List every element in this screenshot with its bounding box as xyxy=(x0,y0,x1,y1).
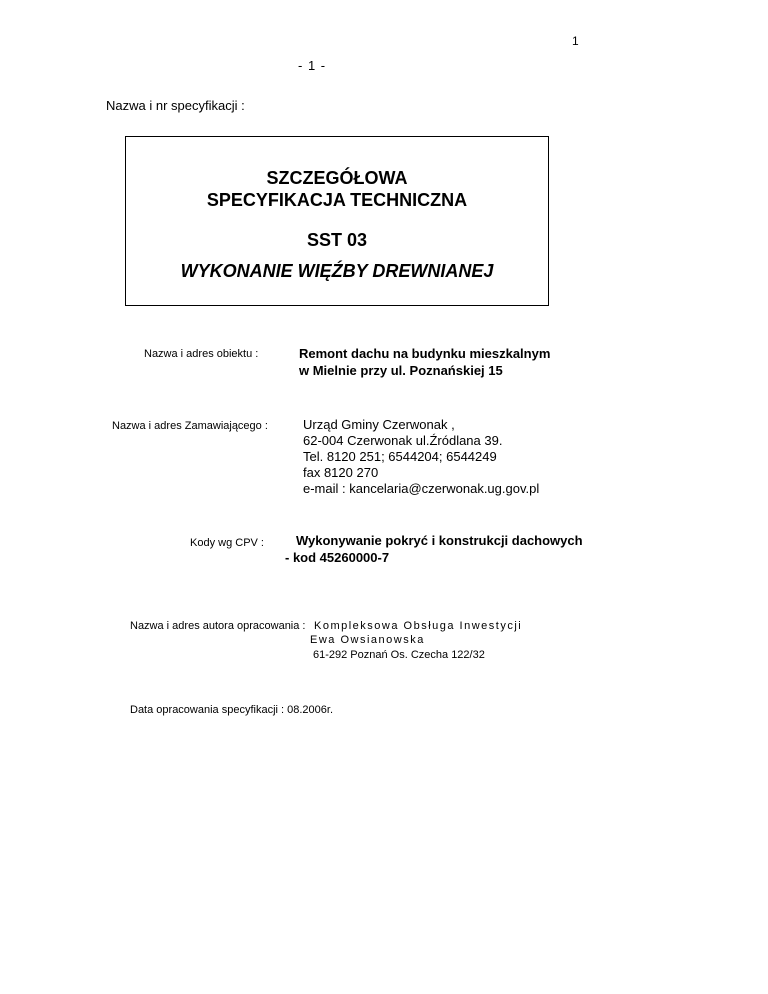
object-line-1: Remont dachu na budynku mieszkalnym xyxy=(299,346,551,361)
author-line-2: Ewa Owsianowska xyxy=(310,634,425,646)
page-number: 1 xyxy=(572,34,579,48)
cpv-line-2: - kod 45260000-7 xyxy=(285,550,390,565)
object-line-2: w Mielnie przy ul. Poznańskiej 15 xyxy=(299,363,503,378)
title-box xyxy=(125,136,549,306)
spec-name-label: Nazwa i nr specyfikacji : xyxy=(106,98,245,113)
client-line-3: Tel. 8120 251; 6544204; 6544249 xyxy=(303,449,497,464)
cpv-line-1: Wykonywanie pokryć i konstrukcji dachowych xyxy=(296,533,583,548)
client-line-4: fax 8120 270 xyxy=(303,465,379,480)
page-marker: - 1 - xyxy=(298,58,327,73)
spec-code: SST 03 xyxy=(306,230,368,250)
client-line-2: 62-004 Czerwonak ul.Źródlana 39. xyxy=(303,433,503,448)
cpv-label: Kody wg CPV : xyxy=(190,537,264,549)
object-label: Nazwa i adres obiektu : xyxy=(144,348,259,360)
spec-subject: WYKONANIE WIĘŹBY DREWNIANEJ xyxy=(180,261,494,281)
date-line: Data opracowania specyfikacji : 08.2006r. xyxy=(130,704,334,716)
client-line-1: Urząd Gminy Czerwonak , xyxy=(303,417,455,432)
client-label: Nazwa i adres Zamawiającego : xyxy=(112,420,268,432)
author-line-3: 61-292 Poznań Os. Czecha 122/32 xyxy=(313,649,485,661)
author-label: Nazwa i adres autora opracowania : xyxy=(130,620,306,632)
title-line-2: SPECYFIKACJA TECHNICZNA xyxy=(206,190,468,210)
title-line-1: SZCZEGÓŁOWA xyxy=(266,168,408,188)
client-email: e-mail : kancelaria@czerwonak.ug.gov.pl xyxy=(303,481,540,496)
author-line-1: Kompleksowa Obsługa Inwestycji xyxy=(314,620,523,632)
